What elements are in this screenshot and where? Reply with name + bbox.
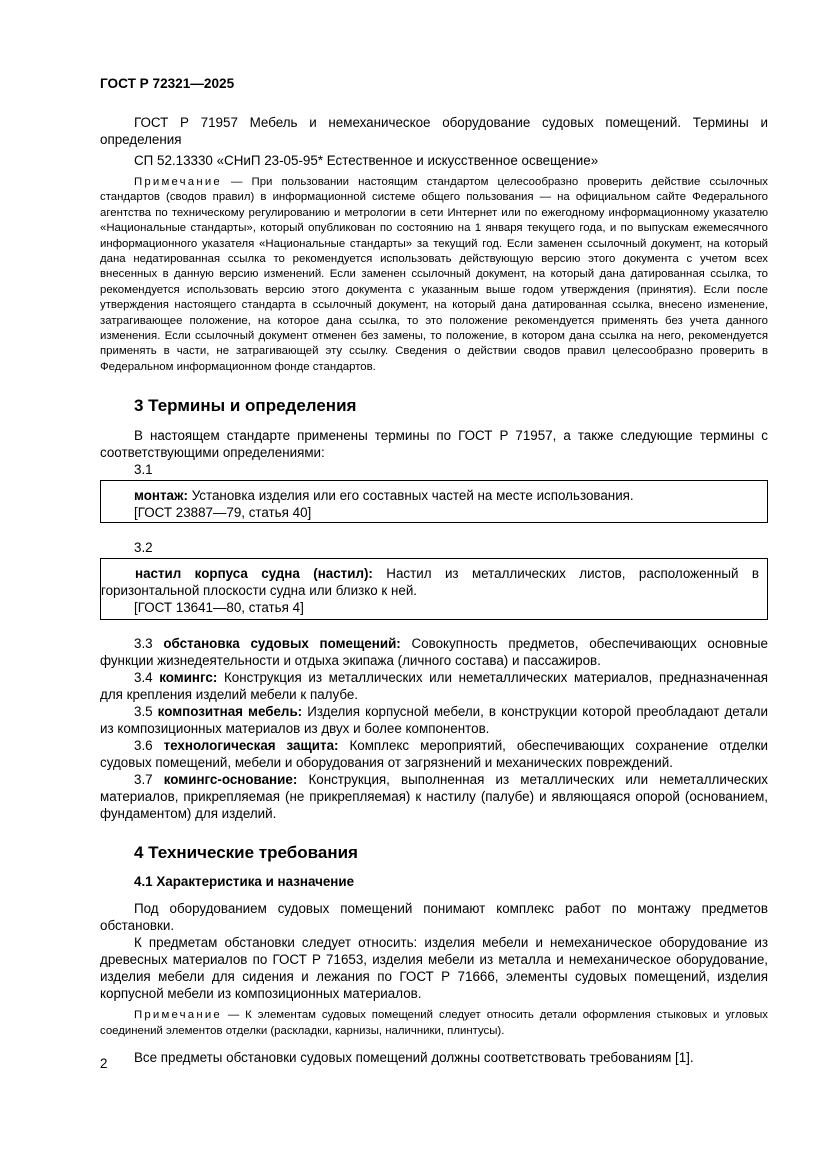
term-3-2-term: настил корпуса судна (настил): <box>135 566 373 582</box>
term-3-1-text: Установка изделия или его составных частей на месте использования. <box>187 488 634 504</box>
paragraph: Все предметы обстановки судовых помещений должны соответствовать требованиям [1]. <box>134 1050 694 1066</box>
term-3-4 <box>100 669 768 703</box>
subsection-4-1-title: 4.1 Характеристика и назначение <box>134 874 355 890</box>
note-text: — К элементам судовых помещений следует относить детали оформления стыковых и угловых соединений элементов отделки (раскладки, карнизы, наличники, плинтусы). <box>100 1009 768 1037</box>
term-name: технологическая защита: <box>163 738 339 754</box>
term-number: 3.5 <box>134 704 158 720</box>
term-definition: Изделия корпусной мебели, в конструкции которой преобладают детали из композиционных материалов из двух и более компонентов. <box>100 704 768 737</box>
term-3-2-definition <box>101 565 759 599</box>
section-3-title: 3 Термины и определения <box>134 396 357 416</box>
term-name: обстановка судовых помещений: <box>163 636 401 652</box>
term-3-6 <box>100 737 768 771</box>
term-3-3 <box>100 635 768 669</box>
term-3-1-definition <box>134 487 759 504</box>
term-3-7 <box>100 771 768 822</box>
term-3-5 <box>100 703 768 737</box>
note-label: Примечание <box>134 176 222 188</box>
term-3-2-text: Настил из металлических листов, расположенный в горизонтальной плоскости судна или близко к ней. <box>101 566 759 599</box>
term-3-2-box <box>100 558 768 620</box>
term-number: 3.7 <box>134 772 164 788</box>
section-3-intro: В настоящем стандарте применены термины по ГОСТ Р 71957, а также следующие термины с соответствующими определениями: <box>100 428 768 461</box>
term-number: 3.6 <box>134 738 164 754</box>
term-3-1-term: монтаж: <box>134 488 188 504</box>
term-3-1-box <box>100 480 768 523</box>
term-definition: Комплекс мероприятий, обеспечивающих сохранение отделки судовых помещений, мебели и оборудования от загрязнений и механических повреждений. <box>100 738 768 771</box>
paragraph: К предметам обстановки следует относить: изделия мебели и немеханическое оборудование из древесных материалов по ГОСТ Р 71653, изделия мебели из металла и немеханическое оборудование, изделия мебели для сидения и лежания по ГОСТ Р 71666, элементы судовых помещений, изделия корпусной мебели из композиционных материалов. <box>100 935 768 1002</box>
term-definition: Конструкция, выполненная из металлических или неметаллических материалов, прикрепляемая (не прикрепляемая) к настилу (палубе) и являющаяся опорой (основанием, фундаментом) для изделий. <box>100 772 768 822</box>
reference-item: СП 52.13330 «СНиП 23-05-95* Естественное и искусственное освещение» <box>134 153 599 168</box>
term-number: 3.3 <box>134 636 164 652</box>
reference-item: ГОСТ Р 71957 Мебель и немеханическое оборудование судовых помещений. Термины и определения <box>100 115 768 147</box>
document-header: ГОСТ Р 72321—2025 <box>100 76 235 91</box>
term-3-2-source: [ГОСТ 13641—80, статья 4] <box>134 600 304 616</box>
section-4-title: 4 Технические требования <box>134 843 358 863</box>
term-definition: Совокупность предметов, обеспечивающих основные функции жизнедеятельности и отдыха экипажа (личного состава) и пассажиров. <box>100 636 768 669</box>
term-3-1-source: [ГОСТ 23887—79, статья 40] <box>134 505 312 521</box>
note-paragraph <box>100 1008 768 1039</box>
term-number: 3.4 <box>134 670 160 686</box>
note-text: — При пользовании настоящим стандартом целесообразно проверить действие ссылочных стандартов (сводов правил) в информационной системе общего пользования — на официальном сайте Федерального агентства по техническому регулированию и метрологии в сети Интернет или по ежегодному информационному указателю «Национальные стандарты», который опубликован по состоянию на 1 января текущего года, и по выпускам ежемесячного информационного указателя «Национальные стандарты» за текущий год. Если заменен ссылочный документ, на который дана недатированная ссылка то рекомендуется использовать действующую версию этого документа с учетом всех внесенных в данную версию изменений. Если заменен ссылочный документ, на который дана датированная ссылка, то рекомендуется использовать версию этого документа с указанным выше годом утверждения (принятия). Если после утверждения настоящего стандарта в ссылочный документ, на который дана датированная ссылка, внесено изменение, затрагивающее положение, на которое дана ссылка, то это положение рекомендуется применять без учета данного изменения. Если ссылочный документ отменен без замены, то положение, в котором дана ссылка на него, рекомендуется применять в части, не затрагивающей эту ссылку. Сведения о действии сводов правил целесообразно проверить в Федеральном информационном фонде стандартов. <box>100 176 768 373</box>
page-number: 2 <box>100 1056 108 1071</box>
term-name: композитная мебель: <box>157 704 303 720</box>
term-3-1-number: 3.1 <box>134 462 153 478</box>
note-label: Примечание <box>134 1009 222 1022</box>
term-name: комингс-основание: <box>163 772 298 788</box>
term-name: комингс: <box>159 670 218 686</box>
paragraph: Под оборудованием судовых помещений понимают комплекс работ по монтажу предметов обстановки. <box>100 901 768 934</box>
term-definition: Конструкция из металлических или неметаллических материалов, предназначенная для крепления изделий мебели к палубе. <box>100 670 768 703</box>
page-body <box>100 114 768 1066</box>
note-paragraph <box>100 175 768 375</box>
term-3-2-number: 3.2 <box>134 540 153 556</box>
